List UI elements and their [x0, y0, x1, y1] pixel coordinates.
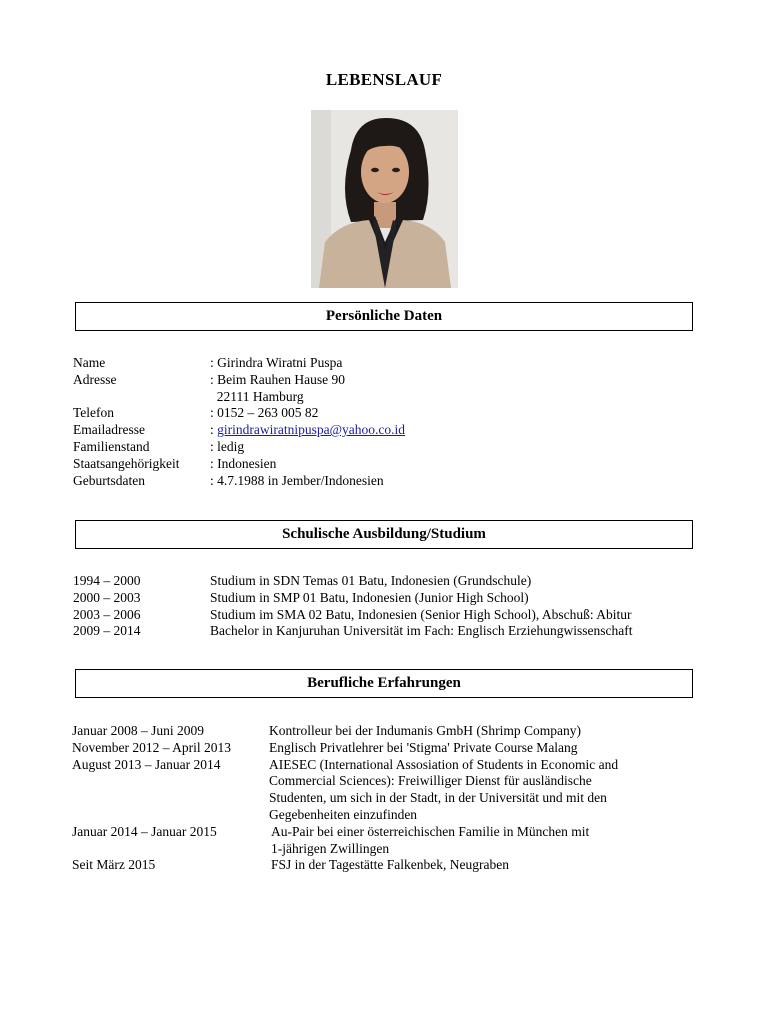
personal-value: : Girindra Wiratni Puspa [210, 355, 343, 370]
education-text: Studium in SDN Temas 01 Batu, Indonesien (Grundschule) [210, 573, 532, 588]
personal-value: : 0152 – 263 005 82 [210, 405, 319, 421]
personal-value: : ledig [210, 438, 245, 454]
personal-row-phone [73, 405, 405, 422]
personal-key: Emailadresse [73, 422, 145, 438]
experience-line: Kontrolleur bei der Indumanis GmbH (Shrimp Company) [269, 723, 581, 738]
education-period: 2000 – 2003 [73, 589, 141, 605]
experience-line: Commercial Sciences): Freiwilliger Dienst für ausländische [269, 773, 592, 789]
experience-period: November 2012 – April 2013 [72, 739, 231, 755]
personal-value [210, 422, 405, 439]
experience-row [72, 740, 618, 757]
experience-text [271, 824, 589, 858]
personal-value: : Beim Rauhen Hause 90 [210, 371, 345, 387]
experience-line: AIESEC (International Assosiation of Students in Economic and [269, 756, 619, 772]
experience-text [269, 723, 581, 740]
personal-data-list [73, 355, 405, 489]
education-row [73, 573, 633, 590]
email-prefix: : [210, 422, 218, 438]
education-text: Studium in SMP 01 Batu, Indonesien (Junior High School) [210, 589, 529, 605]
personal-key: Telefon [73, 405, 115, 421]
experience-line: Studenten, um sich in der Stadt, in der Universität und mit den [269, 790, 607, 806]
personal-row-address-line2 [73, 389, 405, 406]
section-heading-personal: Persönliche Daten [75, 302, 693, 331]
experience-list [72, 723, 618, 874]
experience-period: Seit März 2015 [72, 857, 156, 873]
personal-row-name [73, 355, 405, 372]
personal-row-nationality [73, 456, 405, 473]
personal-value: : 4.7.1988 in Jember/Indonesien [210, 472, 384, 488]
experience-line: Au-Pair bei einer österreichischen Familie in München mit [271, 823, 590, 839]
section-heading-experience: Berufliche Erfahrungen [75, 669, 693, 698]
education-period: 2003 – 2006 [73, 606, 141, 622]
document-title: LEBENSLAUF [325, 70, 443, 89]
experience-period: August 2013 – Januar 2014 [72, 756, 221, 772]
experience-line: 1-jährigen Zwillingen [271, 840, 390, 856]
personal-row-email [73, 422, 405, 439]
experience-text [269, 740, 578, 757]
experience-row [72, 723, 618, 740]
personal-row-address [73, 372, 405, 389]
education-period: 1994 – 2000 [73, 573, 141, 588]
education-text: Bachelor in Kanjuruhan Universität im Fach: Englisch Erziehungwissenschaft [210, 623, 633, 639]
personal-row-birth [73, 473, 405, 490]
education-row [73, 590, 633, 607]
education-row [73, 607, 633, 624]
personal-row-marital-status [73, 439, 405, 456]
experience-text [269, 757, 618, 824]
education-list [73, 573, 633, 640]
experience-line: Gegebenheiten einzufinden [269, 806, 418, 822]
section-heading-education: Schulische Ausbildung/Studium [75, 520, 693, 549]
personal-key: Geburtsdaten [73, 472, 145, 488]
personal-value: : Indonesien [210, 455, 277, 471]
experience-row [72, 857, 618, 874]
personal-key: Name [73, 355, 106, 370]
personal-key [73, 389, 210, 406]
education-row [73, 623, 633, 640]
personal-key: Adresse [73, 371, 117, 387]
personal-key: Staatsangehörigkeit [73, 455, 180, 471]
portrait-photo [311, 110, 458, 288]
experience-period: Januar 2008 – Juni 2009 [72, 723, 204, 738]
email-link[interactable]: girindrawiratnipuspa@yahoo.co.id [217, 422, 406, 438]
experience-line: Englisch Privatlehrer bei 'Stigma' Private Course Malang [269, 739, 578, 755]
experience-period: Januar 2014 – Januar 2015 [72, 823, 217, 839]
experience-row [72, 757, 618, 824]
experience-text [271, 857, 509, 874]
experience-row [72, 824, 618, 858]
experience-line: FSJ in der Tagestätte Falkenbek, Neugraben [271, 857, 509, 873]
personal-value: 22111 Hamburg [210, 388, 304, 404]
personal-key: Familienstand [73, 438, 150, 454]
education-text: Studium im SMA 02 Batu, Indonesien (Senior High School), Abschuß: Abitur [210, 606, 632, 622]
education-period: 2009 – 2014 [73, 623, 141, 639]
